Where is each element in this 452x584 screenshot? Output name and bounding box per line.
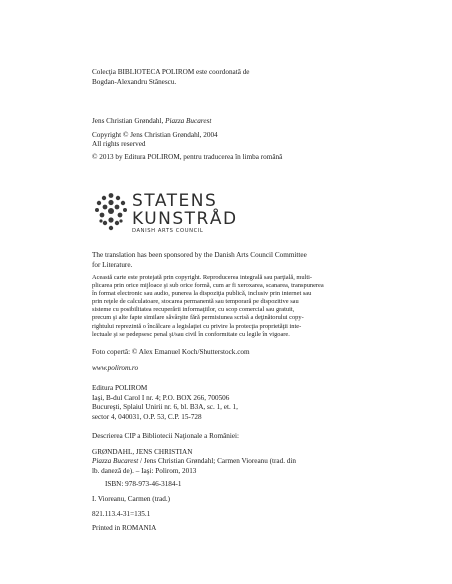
copyright-translation: © 2013 by Editura POLIROM, pentru traducerea în limba română [92, 152, 283, 161]
series-line-1: Colecţia BIBLIOTECA POLIROM este coordonată de [92, 68, 250, 76]
printed-in: Printed in ROMANIA [92, 524, 157, 533]
legal-line: precum şi alte fapte similare săvârşite fără permisiunea scrisă a deţinătorului copy- [92, 314, 304, 322]
cip-isbn: ISBN: 978-973-46-3184-1 [105, 480, 182, 489]
cip-author: GRØNDAHL, JENS CHRISTIAN [92, 447, 193, 456]
cover-photo-credit [92, 348, 382, 358]
sponsor-block [92, 251, 382, 270]
cip-block [92, 432, 382, 534]
logo-line-kunstrad: KUNSTRÅD [132, 209, 238, 229]
author-name: Jens Christian Grøndahl, [92, 117, 166, 125]
legal-line: în format electronic sau audio, punerea la dispoziţia publică, inclusiv prin internet sau [92, 290, 312, 298]
publisher-address-bucuresti-2: sector 4, 040031, O.P. 53, C.P. 15-728 [92, 412, 202, 421]
danish-arts-council-logo [92, 192, 252, 242]
cover-photo-line: Foto copertă: © Alex Emanuel Koch/Shutterstock.com [92, 348, 250, 356]
logo-line-statens: STATENS [132, 191, 218, 211]
legal-line: sisteme cu posibilitatea recuperării informaţiilor, cu scop comercial sau gratuit, [92, 306, 295, 314]
logo-line-danish-arts-council: DANISH ARTS COUNCIL [132, 228, 204, 234]
legal-line: prin reţele de calculatoare, stocarea permanentă sau temporară pe dispozitive sau [92, 298, 299, 306]
legal-line: Această carte este protejată prin copyright. Reproducerea integrală sau parţială, multi- [92, 274, 313, 281]
cip-header: Descrierea CIP a Bibliotecii Naţionale a României: [92, 432, 240, 440]
publisher-address-iasi: Iaşi, B-dul Carol I nr. 4; P.O. BOX 266, 700506 [92, 393, 230, 402]
copyright-original: Copyright © Jens Christian Grøndahl, 2004 [92, 130, 218, 139]
publisher-name: Editura POLIROM [92, 384, 148, 392]
cip-title: Piazza Bucarest [92, 457, 139, 466]
legal-line: lectuale şi se pedepsesc penal şi/sau civil în conformitate cu legile în vigoare. [92, 330, 290, 338]
series-coordinator-block [92, 68, 382, 87]
publisher-address-bucuresti-1: Bucureşti, Splaiul Unirii nr. 6, bl. B3A, sc. 1, et. 1, [92, 403, 238, 412]
publisher-block [92, 384, 382, 422]
cip-udc: 821.113.4-31=135.1 [92, 509, 151, 518]
danish-arts-council-logo-icon [92, 192, 130, 234]
author-title-line [92, 117, 382, 127]
sponsor-line-1: The translation has been sponsored by the Danish Arts Council Committee [92, 251, 307, 259]
cip-title-line [92, 457, 382, 467]
cip-line-2: lb. daneză de). – Iaşi: Polirom, 2013 [92, 466, 197, 475]
cip-title-rest: / Jens Christian Grøndahl; Carmen Vioreanu (trad. din [138, 457, 296, 466]
cip-translator: I. Vioreanu, Carmen (trad.) [92, 494, 171, 503]
legal-line: rightului reprezintă o încălcare a legislaţiei cu privire la protecţia proprietăţii inte- [92, 322, 302, 330]
all-rights-reserved: All rights reserved [92, 140, 146, 149]
legal-notice [92, 274, 382, 339]
website-link[interactable]: www.polirom.ro [92, 364, 139, 372]
website-block [92, 364, 382, 374]
book-title: Piazza Bucarest [165, 117, 212, 125]
legal-line: plicarea prin orice mijloace şi sub orice formă, cum ar fi xeroxarea, scanarea, transpunerea [92, 282, 324, 290]
logo-wordmark [132, 192, 238, 235]
series-line-2: Bogdan-Alexandru Stănescu. [92, 77, 177, 86]
rights-block [92, 117, 382, 162]
sponsor-line-2: for Literature. [92, 260, 133, 269]
